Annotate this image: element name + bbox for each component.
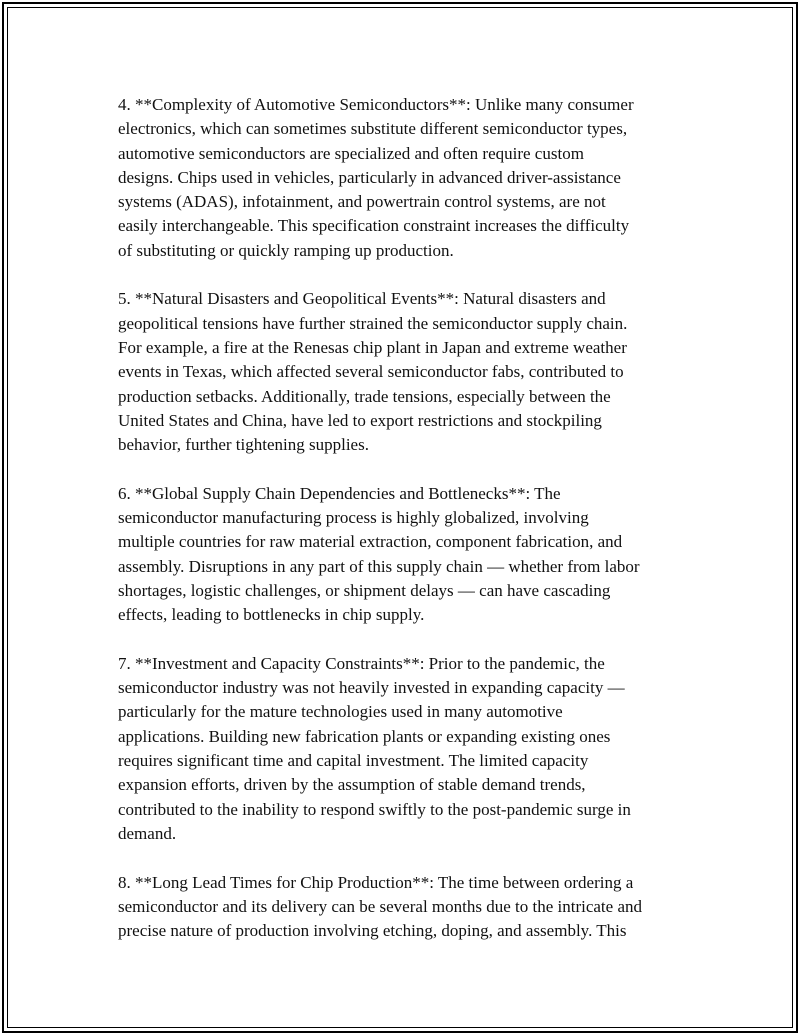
paragraph-investment-capacity: 7. **Investment and Capacity Constraints**: Prior to the pandemic, the semiconductor industry was not heavily invested in expanding capacity — particularly for the mature technologies used in many automotive applications. Building new fabrication plants or expanding existing ones requires significant time and capital investment. The limited capacity expansion efforts, driven by the assumption of stable demand trends, contributed to the inability to respond swiftly to the post-pandemic surge in demand. [118, 653, 631, 843]
paragraph-global-supply-chain: 6. **Global Supply Chain Dependencies and Bottlenecks**: The semiconductor manufacturing process is highly globalized, involving multiple countries for raw material extraction, component fabrication, and assembly. Disruptions in any part of this supply chain — whether from labor shortages, logistic challenges, or shipment delays — can have cascading effects, leading to bottlenecks in chip supply. [118, 483, 640, 625]
paragraph-complexity-automotive-semiconductors: 4. **Complexity of Automotive Semiconductors**: Unlike many consumer electronics, which can sometimes substitute different semiconductor types, automotive semiconductors are specialized and often require custom designs. Chips used in vehicles, particularly in advanced driver-assistance systems (ADAS), infotainment, and powertrain control systems, are not easily interchangeable. This specification constraint increases the difficulty of substituting or quickly ramping up production. [118, 95, 634, 260]
paragraph-long-lead-times: 8. **Long Lead Times for Chip Production**: The time between ordering a semiconductor and its delivery can be several months due to the intricate and precise nature of production involving etching, doping, and assembly. This [118, 872, 642, 941]
document-body [118, 93, 698, 968]
paragraph-natural-disasters-geopolitical: 5. **Natural Disasters and Geopolitical Events**: Natural disasters and geopolitical tensions have further strained the semiconductor supply chain. For example, a fire at the Renesas chip plant in Japan and extreme weather events in Texas, which affected several semiconductor fabs, contributed to production setbacks. Additionally, trade tensions, especially between the United States and China, have led to export restrictions and stockpiling behavior, further tightening supplies. [118, 289, 628, 455]
